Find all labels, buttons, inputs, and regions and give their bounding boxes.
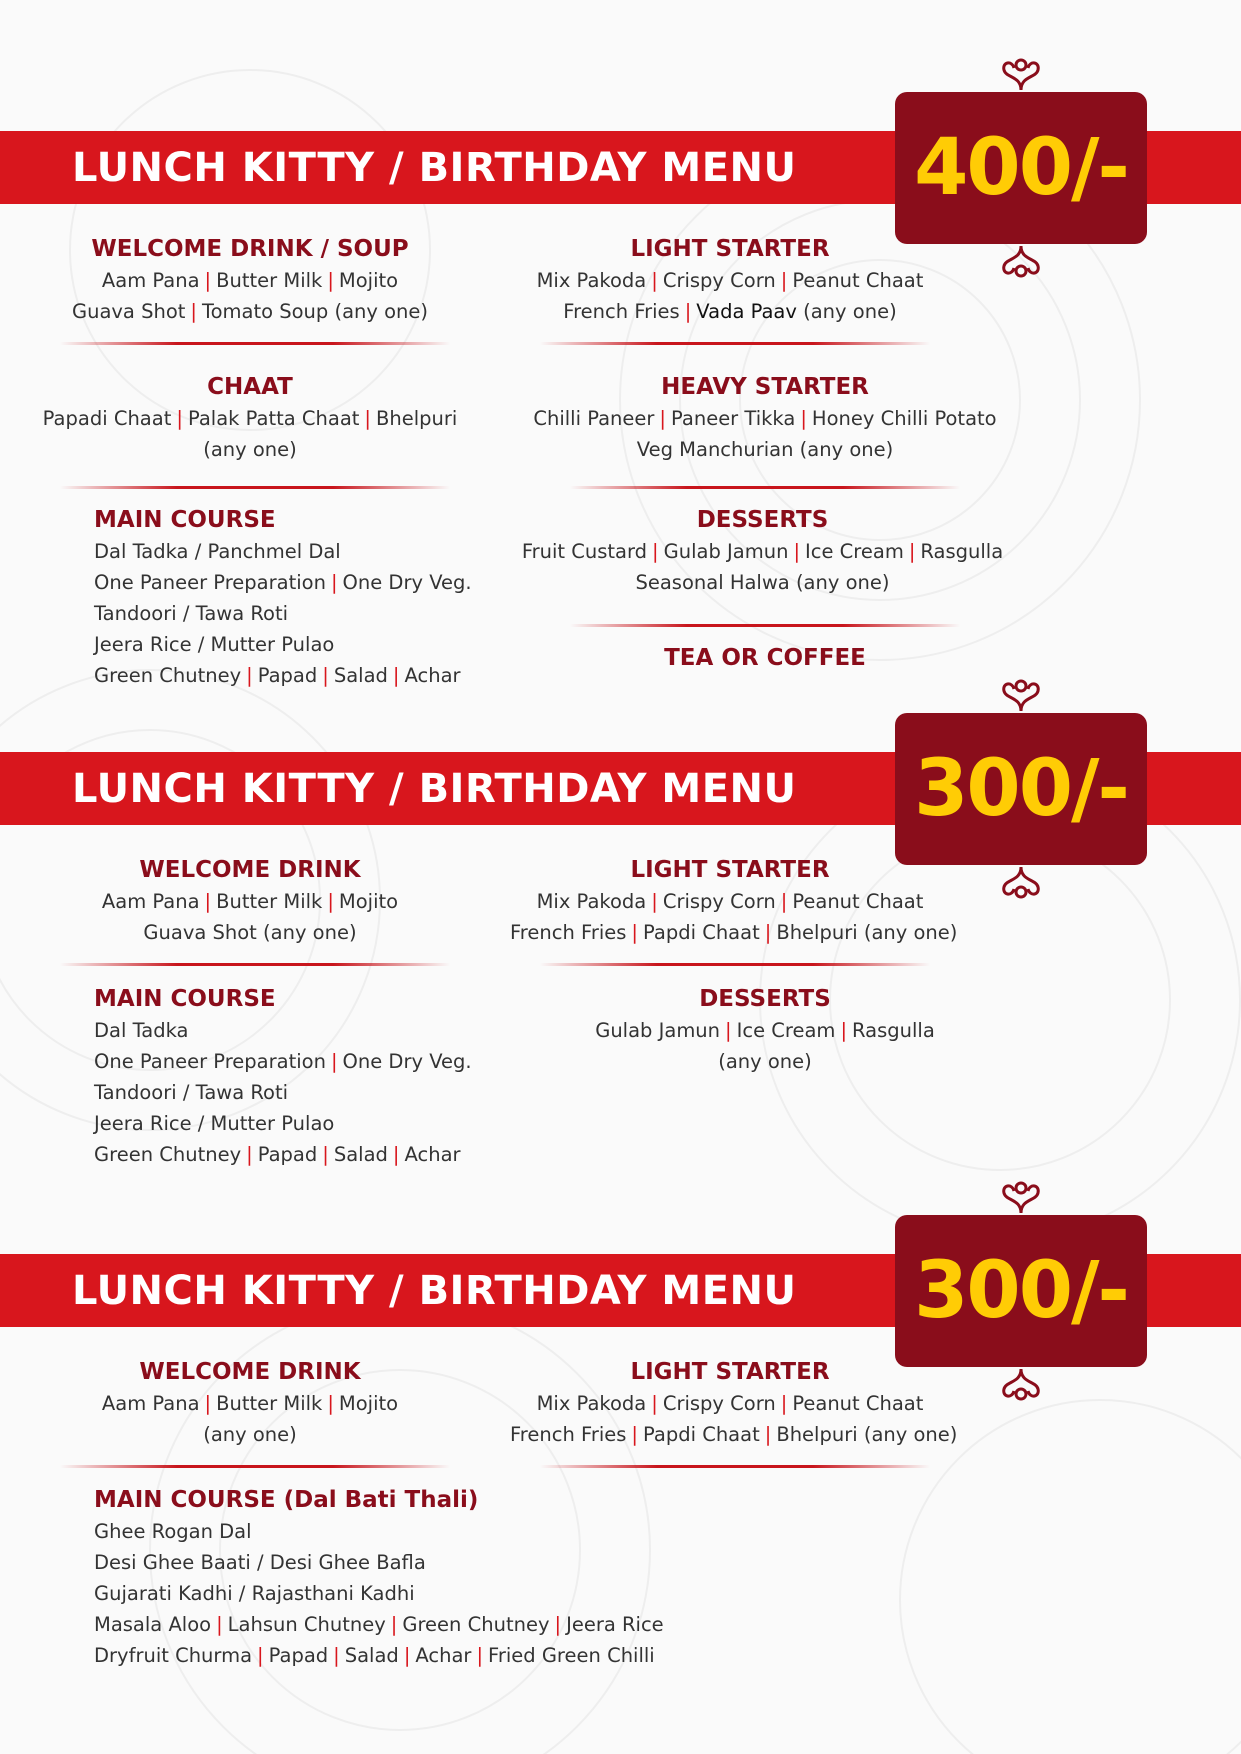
divider (60, 342, 450, 345)
menu-item: Butter Milk (216, 890, 323, 913)
welcome-drink-section (50, 855, 450, 948)
divider (60, 963, 450, 966)
menu-line (520, 265, 940, 296)
divider (570, 486, 960, 489)
desserts-section (520, 505, 1005, 598)
tea-coffee-section (570, 643, 960, 674)
section-heading: MAIN COURSE (94, 507, 276, 533)
menu-item: Mojito (338, 269, 399, 292)
price-badge: 300/- (895, 713, 1147, 865)
menu-item: Salad (344, 1644, 399, 1667)
menu-item: Jeera Rice (566, 1613, 664, 1636)
menu-line: Gujarati Kadhi / Rajasthani Kadhi (94, 1582, 415, 1605)
separator-bar: | (333, 1644, 340, 1667)
menu-item: Butter Milk (216, 1392, 323, 1415)
separator-bar: | (322, 664, 329, 687)
flourish-ornament-icon (996, 56, 1046, 92)
menu-line (530, 403, 1000, 434)
light-starter-section (520, 234, 940, 327)
menu-item: Gulab Jamun (663, 540, 789, 563)
menu-item: Guava Shot (71, 300, 186, 323)
menu-item: French Fries (563, 300, 680, 323)
menu-line (94, 660, 514, 691)
menu-line (510, 1419, 958, 1450)
menu-item: Gulab Jamun (595, 1019, 721, 1042)
separator-bar: | (330, 1050, 338, 1073)
menu-item: Rasgulla (852, 1019, 935, 1042)
menu-item: French Fries (510, 1423, 627, 1446)
menu-item: Fried Green Chilli (488, 1644, 655, 1667)
menu-line (94, 1609, 734, 1640)
menu-item: Papdi Chaat (643, 1423, 760, 1446)
menu-line (40, 403, 460, 434)
menu-item: Fruit Custard (521, 540, 648, 563)
separator-bar: | (651, 269, 658, 292)
menu-item: Achar (404, 1143, 461, 1166)
menu-line (50, 296, 450, 327)
separator-bar: | (257, 1644, 264, 1667)
menu-item: Crispy Corn (662, 269, 776, 292)
separator-bar: | (780, 890, 788, 913)
section-heading: TEA OR COFFEE (664, 645, 866, 671)
menu-item: Bhelpuri (376, 407, 458, 430)
menu-line: Veg Manchurian (any one) (636, 438, 894, 461)
separator-bar: | (684, 300, 692, 323)
menu-item: Peanut Chaat (792, 1392, 924, 1415)
menu-line: Tandoori / Tawa Roti (94, 1081, 289, 1104)
separator-bar: | (327, 1392, 334, 1415)
menu-line: Tandoori / Tawa Roti (94, 602, 289, 625)
separator-bar: | (392, 1143, 400, 1166)
divider (540, 342, 930, 345)
menu-item: Papad (268, 1644, 329, 1667)
section-heading: CHAAT (207, 374, 293, 400)
menu-line (50, 265, 450, 296)
menu-item: Bhelpuri (any one) (776, 921, 958, 944)
menu-line (510, 917, 958, 948)
menu-title: LUNCH KITTY / BIRTHDAY MENU (72, 145, 797, 191)
separator-bar: | (840, 1019, 848, 1042)
separator-bar: | (780, 269, 788, 292)
menu-item: Palak Patta Chaat (187, 407, 360, 430)
menu-item: Papad (257, 1143, 318, 1166)
price-badge: 300/- (895, 1215, 1147, 1367)
menu-item: Vada Paav (696, 300, 797, 323)
menu-item: Salad (333, 664, 388, 687)
menu-item: Chilli Paneer (533, 407, 655, 430)
menu-item: Honey Chilli Potato (811, 407, 997, 430)
menu-item: Salad (333, 1143, 388, 1166)
menu-title: LUNCH KITTY / BIRTHDAY MENU (72, 766, 797, 812)
menu-item: Mix Pakoda (536, 890, 647, 913)
menu-item: Tomato Soup (any one) (201, 300, 429, 323)
menu-item: Butter Milk (216, 269, 323, 292)
main-course-section (94, 984, 514, 1170)
heavy-starter-section (530, 372, 1000, 465)
menu-line: Guava Shot (any one) (143, 921, 357, 944)
chaat-section (40, 372, 460, 465)
menu-line (510, 886, 950, 917)
menu-item: Peanut Chaat (792, 890, 924, 913)
menu-item: Papdi Chaat (643, 921, 760, 944)
menu-item: Papadi Chaat (42, 407, 172, 430)
menu-item: Mix Pakoda (536, 269, 647, 292)
separator-bar: | (403, 1644, 411, 1667)
flourish-ornament-icon (996, 865, 1046, 901)
section-heading: DESSERTS (696, 507, 829, 533)
separator-bar: | (659, 407, 666, 430)
divider (60, 486, 450, 489)
separator-bar: | (327, 890, 334, 913)
menu-line (94, 1139, 514, 1170)
light-starter-section (510, 1357, 958, 1450)
price-badge: 400/- (895, 92, 1147, 244)
menu-item: Aam Pana (101, 269, 200, 292)
section-heading: LIGHT STARTER (630, 1359, 830, 1385)
menu-item: Ice Cream (736, 1019, 836, 1042)
menu-item: Aam Pana (101, 1392, 200, 1415)
separator-bar: | (793, 540, 801, 563)
separator-bar: | (216, 1613, 223, 1636)
flourish-ornament-icon (996, 244, 1046, 280)
divider (60, 1465, 450, 1468)
divider (570, 624, 960, 627)
menu-line: (any one) (203, 1423, 297, 1446)
menu-item: Aam Pana (101, 890, 200, 913)
separator-bar: | (651, 1392, 658, 1415)
divider (540, 963, 930, 966)
separator-bar: | (327, 269, 334, 292)
menu-item: French Fries (510, 921, 627, 944)
separator-bar: | (631, 1423, 638, 1446)
separator-bar: | (190, 300, 197, 323)
menu-line (520, 296, 940, 327)
menu-line (510, 1388, 950, 1419)
menu-item: Mojito (338, 1392, 399, 1415)
flourish-ornament-icon (996, 677, 1046, 713)
menu-line: Jeera Rice / Mutter Pulao (94, 1112, 335, 1135)
divider (540, 1465, 930, 1468)
section-heading: DESSERTS (699, 986, 831, 1012)
menu-item: Crispy Corn (662, 890, 776, 913)
menu-item: One Dry Veg. (342, 1050, 472, 1073)
menu-line: (any one) (718, 1050, 812, 1073)
separator-bar: | (764, 921, 772, 944)
separator-bar: | (780, 1392, 788, 1415)
separator-bar: | (764, 1423, 772, 1446)
menu-line: Seasonal Halwa (any one) (635, 571, 890, 594)
menu-item: Rasgulla (920, 540, 1004, 563)
main-course-section (94, 505, 514, 691)
menu-item: Green Chutney (402, 1613, 550, 1636)
separator-bar: | (322, 1143, 329, 1166)
menu-line (94, 1046, 514, 1077)
section-heading: MAIN COURSE (94, 986, 276, 1012)
menu-line (520, 536, 1005, 567)
desserts-section (570, 984, 960, 1077)
menu-item: Achar (404, 664, 461, 687)
menu-item: Masala Aloo (94, 1613, 212, 1636)
section-heading: WELCOME DRINK / SOUP (91, 236, 409, 262)
menu-line: Desi Ghee Baati / Desi Ghee Bafla (94, 1551, 426, 1574)
separator-bar: | (204, 890, 212, 913)
separator-bar: | (204, 269, 212, 292)
menu-line: (any one) (203, 438, 297, 461)
menu-line (94, 567, 514, 598)
separator-bar: | (725, 1019, 732, 1042)
light-starter-section (510, 855, 958, 948)
menu-item: Bhelpuri (any one) (776, 1423, 958, 1446)
menu-item: Peanut Chaat (792, 269, 924, 292)
welcome-drink-section (50, 234, 450, 327)
menu-line (94, 1640, 734, 1671)
menu-item: Green Chutney (94, 1143, 242, 1166)
separator-bar: | (330, 571, 338, 594)
menu-item: (any one) (803, 300, 897, 323)
separator-bar: | (651, 890, 658, 913)
menu-item: Achar (415, 1644, 472, 1667)
menu-item: One Paneer Preparation (94, 571, 326, 594)
separator-bar: | (652, 540, 659, 563)
menu-item: One Paneer Preparation (94, 1050, 326, 1073)
main-course-section (94, 1485, 734, 1671)
menu-item: Paneer Tikka (671, 407, 796, 430)
separator-bar: | (908, 540, 916, 563)
menu-item: One Dry Veg. (342, 571, 472, 594)
separator-bar: | (390, 1613, 398, 1636)
separator-bar: | (176, 407, 183, 430)
menu-item: Lahsun Chutney (227, 1613, 386, 1636)
separator-bar: | (631, 921, 638, 944)
separator-bar: | (800, 407, 807, 430)
menu-line (50, 1388, 450, 1419)
flourish-ornament-icon (996, 1179, 1046, 1215)
menu-line: Dal Tadka (94, 1019, 189, 1042)
section-heading: WELCOME DRINK (139, 857, 361, 883)
section-heading: HEAVY STARTER (661, 374, 869, 400)
separator-bar: | (554, 1613, 562, 1636)
separator-bar: | (246, 664, 253, 687)
section-heading: MAIN COURSE (Dal Bati Thali) (94, 1487, 479, 1513)
separator-bar: | (476, 1644, 484, 1667)
flourish-ornament-icon (996, 1367, 1046, 1403)
menu-item: Mojito (338, 890, 399, 913)
menu-item: Dryfruit Churma (94, 1644, 253, 1667)
menu-item: Mix Pakoda (536, 1392, 647, 1415)
menu-line: Ghee Rogan Dal (94, 1520, 252, 1543)
welcome-drink-section (50, 1357, 450, 1450)
separator-bar: | (204, 1392, 212, 1415)
section-heading: LIGHT STARTER (630, 236, 830, 262)
menu-title: LUNCH KITTY / BIRTHDAY MENU (72, 1268, 797, 1314)
menu-item: Ice Cream (805, 540, 904, 563)
menu-line (570, 1015, 960, 1046)
section-heading: LIGHT STARTER (630, 857, 830, 883)
menu-item: Green Chutney (94, 664, 242, 687)
menu-line: Dal Tadka / Panchmel Dal (94, 540, 341, 563)
menu-line: Jeera Rice / Mutter Pulao (94, 633, 335, 656)
separator-bar: | (364, 407, 371, 430)
separator-bar: | (392, 664, 400, 687)
separator-bar: | (246, 1143, 253, 1166)
menu-item: Papad (257, 664, 318, 687)
menu-line (50, 886, 450, 917)
section-heading: WELCOME DRINK (139, 1359, 361, 1385)
menu-item: Crispy Corn (662, 1392, 776, 1415)
